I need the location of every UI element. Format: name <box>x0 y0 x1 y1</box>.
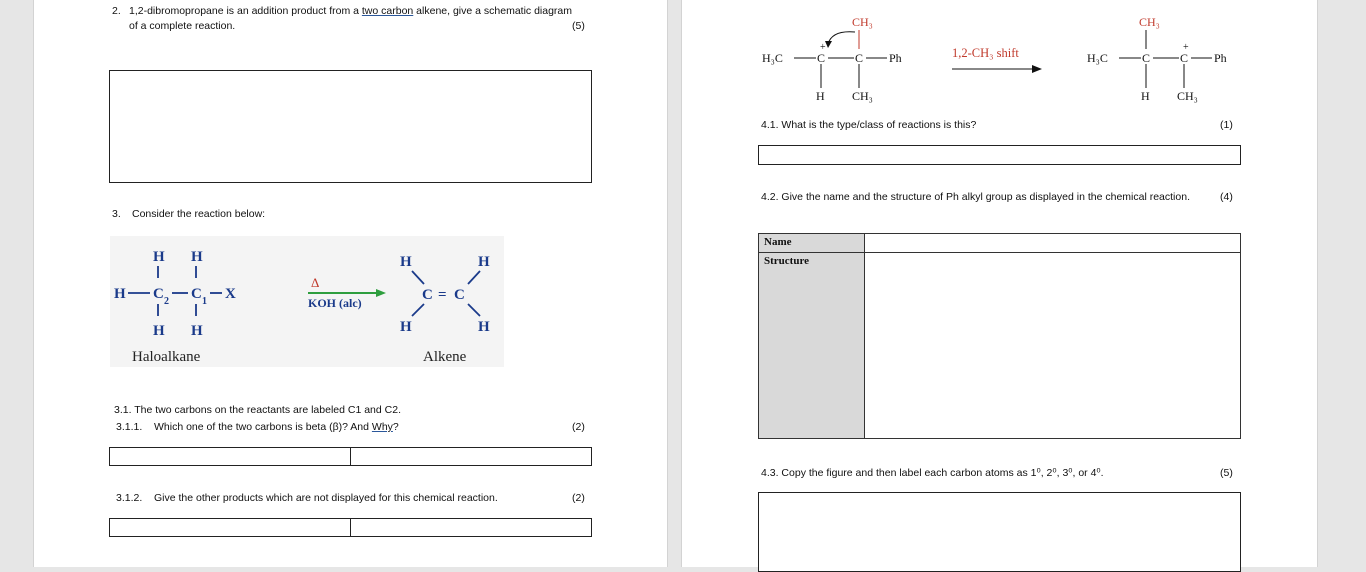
atom-h: H <box>478 254 490 270</box>
question-2-text <box>129 4 572 18</box>
methyl-group-shifted: CH₃ <box>1139 15 1160 29</box>
answer-box-4-3[interactable] <box>758 492 1241 572</box>
phenyl: Ph <box>1214 51 1227 65</box>
question-2-underlined: two carbon <box>361 5 414 17</box>
question-3-1-1-marks: (2) <box>572 421 585 433</box>
atom-c1: C <box>191 286 202 302</box>
methyl-group: CH₃ <box>852 15 873 29</box>
question-4-1-marks: (1) <box>1220 119 1233 131</box>
atom-c2: C <box>153 286 164 302</box>
methyl-left: H₃C <box>762 51 783 65</box>
positive-charge: + <box>1183 42 1189 53</box>
phenyl: Ph <box>889 51 902 65</box>
subscript-1: 1 <box>202 296 207 307</box>
question-4-1-text: 4.1. What is the type/class of reactions is this? <box>761 119 977 131</box>
answer-box-q2[interactable] <box>109 70 592 183</box>
question-3-1-1-text-end: ? <box>392 421 399 433</box>
positive-charge: + <box>820 42 826 53</box>
question-3-number: 3. <box>112 208 121 220</box>
elimination-reaction-figure <box>110 236 504 367</box>
question-3-1-2-marks: (2) <box>572 492 585 504</box>
shift-arrow-head <box>1032 65 1042 73</box>
carbocation-carbon: C <box>817 51 826 65</box>
question-2-line2: of a complete reaction. <box>129 20 236 32</box>
structure-label: Structure <box>759 253 865 439</box>
atom-c: C <box>422 287 433 303</box>
question-4-3-marks: (5) <box>1220 467 1233 479</box>
question-4-2-marks: (4) <box>1220 191 1233 203</box>
name-answer-cell[interactable] <box>865 234 1241 253</box>
reactant-label: Haloalkane <box>132 349 201 365</box>
reagent-label: KOH (alc) <box>308 296 362 310</box>
subscript-2: 2 <box>164 296 169 307</box>
answer-box-4-1[interactable] <box>758 145 1241 165</box>
question-3-1-1-text-part: Which one of the two carbons is beta (β)? And <box>154 421 372 433</box>
atom-h: H <box>191 249 203 265</box>
carbon: C <box>855 51 864 65</box>
question-4-2-text: 4.2. Give the name and the structure of Ph alkyl group as displayed in the chemical reaction. <box>761 191 1190 203</box>
answer-box-3-1-2-a[interactable] <box>109 518 351 537</box>
methyl-left: H₃C <box>1087 51 1108 65</box>
atom-h: H <box>114 286 126 302</box>
name-label: Name <box>759 234 865 253</box>
answer-box-3-1-1-a[interactable] <box>109 447 351 466</box>
heat-symbol: Δ <box>311 275 320 290</box>
question-3-1-1-text <box>154 420 399 434</box>
curved-arrow-head <box>825 41 832 48</box>
atom-h: H <box>191 323 203 339</box>
atom-h: H <box>153 323 165 339</box>
atom-h: H <box>400 254 412 270</box>
product-label: Alkene <box>423 349 467 365</box>
methyl-shift-scheme <box>752 8 1232 108</box>
question-2-text-part: 1,2-dibromopropane is an addition product from a <box>129 5 362 17</box>
answer-box-3-1-1-b[interactable] <box>350 447 592 466</box>
arrow-label: 1,2-CH₃ shift <box>952 46 1019 60</box>
question-3-text: Consider the reaction below: <box>132 208 266 220</box>
name-structure-table <box>758 233 1241 439</box>
question-3-1-1-underlined: Why <box>371 421 393 433</box>
methyl-lower: CH₃ <box>852 89 873 103</box>
atom-h: H <box>400 319 412 335</box>
question-2-number: 2. <box>112 5 121 17</box>
curved-arrow <box>828 32 855 44</box>
hydrogen: H <box>816 89 825 103</box>
hydrogen: H <box>1141 89 1150 103</box>
answer-box-3-1-2-b[interactable] <box>350 518 592 537</box>
question-3-1-2-text: Give the other products which are not displayed for this chemical reaction. <box>154 492 498 504</box>
question-2-marks: (5) <box>572 20 585 32</box>
question-2-text-end: alkene, give a schematic diagram <box>413 5 573 17</box>
structure-answer-cell[interactable] <box>865 253 1241 439</box>
atom-c: C <box>454 287 465 303</box>
left-document-page <box>33 0 668 567</box>
atom-h: H <box>478 319 490 335</box>
question-3-1-text: 3.1. The two carbons on the reactants are labeled C1 and C2. <box>114 404 401 416</box>
carbocation-carbon: C <box>1180 51 1189 65</box>
question-3-1-1-number: 3.1.1. <box>116 421 143 433</box>
carbon: C <box>1142 51 1151 65</box>
double-bond: = <box>438 287 447 303</box>
question-3-1-2-number: 3.1.2. <box>116 492 143 504</box>
atom-x: X <box>225 286 236 302</box>
question-4-3-text: 4.3. Copy the figure and then label each carbon atoms as 1⁰, 2⁰, 3⁰, or 4⁰. <box>761 467 1104 479</box>
methyl-lower: CH₃ <box>1177 89 1198 103</box>
atom-h: H <box>153 249 165 265</box>
right-document-page <box>681 0 1318 567</box>
